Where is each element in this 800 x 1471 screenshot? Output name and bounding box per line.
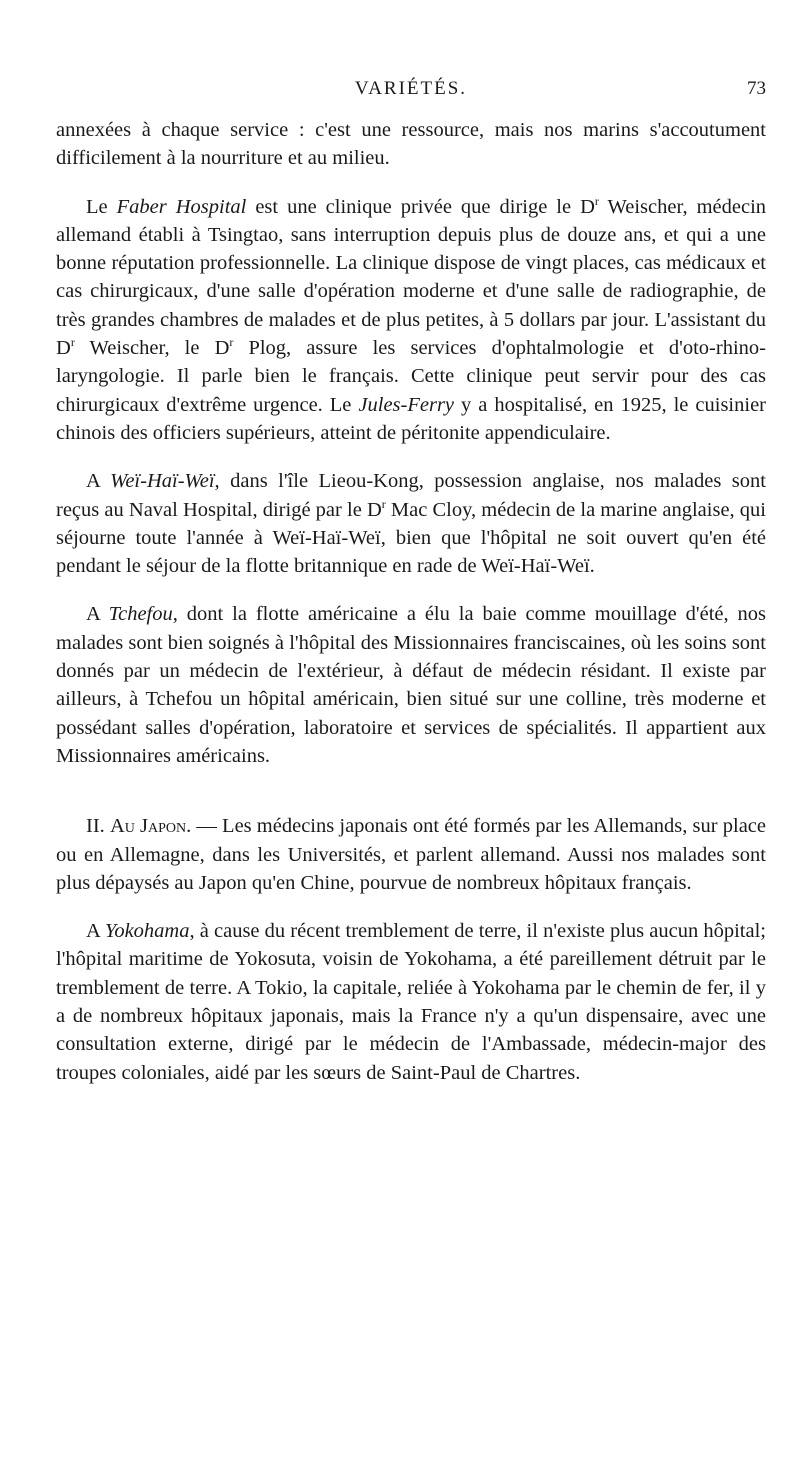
paragraph-tchefou [56,600,766,770]
italic-term: Jules-Ferry [358,393,455,416]
text-run: Le [86,195,117,218]
superscript: r [70,335,75,350]
text-run: Weischer, le D [74,337,230,360]
text-run: A [86,603,109,626]
text-run: , dont la flotte américaine a élu la baie comme mouillage d'été, nos malades sont bien soignés à l'hôpital des Missionnaires franciscaines, où les soins sont donnés par un médecin de l'extérieur, à défaut de médecin résidant. Il existe par ailleurs, à Tchefou un hôpital américain, bien situé sur une colline, très moderne et possédant salles d'opération, laboratoire et services de spécialités. Il appartient aux Missionnaires américains. [56,603,767,767]
text-run: est une clinique privée que dirige le D [246,195,595,218]
running-title: VARIÉTÉS. [354,78,468,99]
superscript: r [229,335,234,350]
text-run: y a hospitalisé, en 1925, le cuisinier chinois des officiers supérieurs, atteint de péritonite appendiculaire. [56,393,766,444]
text-run: A [86,920,105,943]
italic-term: Weï-Haï-Weï [110,470,215,493]
superscript: r [381,496,386,511]
text-run: A [86,470,111,493]
text-run: Plog, assure les services d'ophtalmologie et d'oto-rhino-laryngologie. Il parle bien le français. Cette clinique peut servir pour des cas chirurgicaux d'extrême urgence. Le [56,337,766,416]
text-run: , dans l'île Lieou-Kong, possession anglaise, nos malades sont reçus au Naval Hospital, dirigé par le D [56,470,766,521]
document-page [56,78,766,1087]
italic-term: Yokohama [104,920,190,943]
small-caps-heading: Au Japon [109,815,187,838]
paragraph-yokohama [56,917,766,1087]
paragraph-continuation: annexées à chaque service : c'est une ressource, mais nos marins s'accoutument difficilement à la nourriture et au milieu. [56,119,766,170]
text-run: II. [86,815,110,838]
paragraph-japan [56,812,766,897]
superscript: r [594,193,599,208]
page-number: 73 [747,78,766,99]
text-run: Mac Cloy, médecin de la marine anglaise, qui séjourne toute l'année à Weï-Haï-Weï, bien que l'hôpital ne soit ouvert qu'en été pendant le séjour de la flotte britannique en rade de Weï-Haï-Weï. [56,498,767,578]
paragraph-faber-hospital [56,193,766,448]
page-header [56,78,766,108]
text-run: , à cause du récent tremblement de terre, il n'existe plus aucun hôpital; l'hôpital maritime de Yokosuta, voisin de Yokohama, a été pareillement détruit par le tremblement de terre. A Tokio, la capitale, reliée à Yokohama par le chemin de fer, il y a de nombreux hôpitaux japonais, mais la France n'y a qu'un dispensaire, avec une consultation externe, dirigé par le médecin de l'Ambassade, médecin-major des troupes coloniales, aidé par les sœurs de Saint-Paul de Chartres. [56,920,766,1084]
paragraph-wei-hai-wei [56,467,766,580]
text-run: Weischer, médecin allemand établi à Tsingtao, sans interruption depuis plus de douze ans, et qui a une bonne réputation professionnelle. La clinique dispose de vingt places, cas médicaux et cas chirurgicaux, d'une salle d'opération moderne et d'une salle de radiographie, de très grandes chambres de malades et de plus petites, à 5 dollars par jour. L'assistant du D [56,195,767,360]
text-run: . — Les médecins japonais ont été formés par les Allemands, sur place ou en Allemagne, dans les Universités, et parlent allemand. Aussi nos malades sont plus dépaysés au Japon qu'en Chine, pourvue de nombreux hôpitaux français. [56,815,766,894]
italic-term: Tchefou [108,603,173,626]
italic-term: Faber Hospital [116,195,247,218]
